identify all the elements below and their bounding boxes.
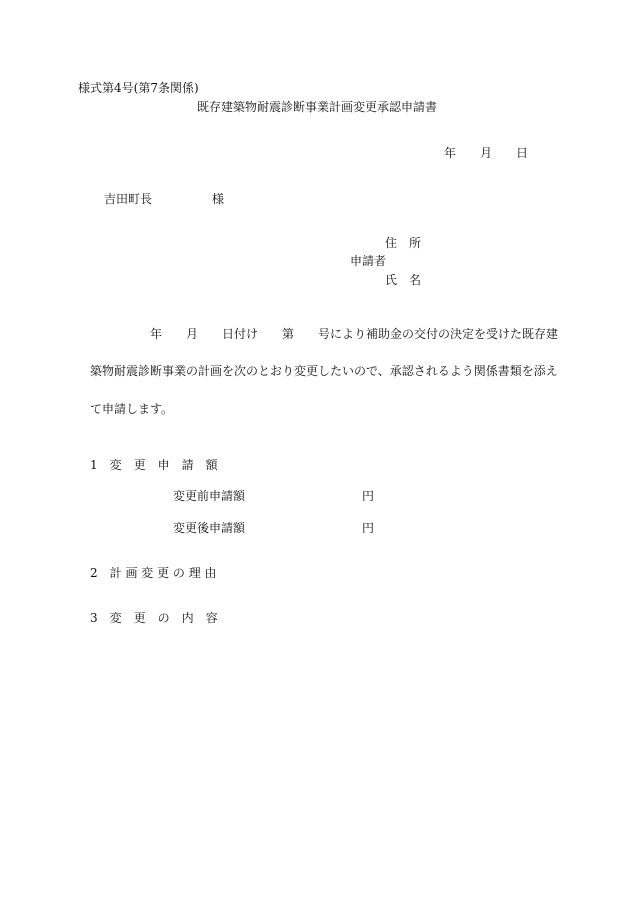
name-label: 氏 名 bbox=[385, 273, 422, 287]
applicant-label: 申請者 bbox=[350, 254, 387, 268]
form-number: 様式第4号(第7条関係) bbox=[78, 81, 199, 95]
before-amount-unit: 円 bbox=[362, 489, 375, 503]
form-title: 既存建築物耐震診断事業計画変更承認申請書 bbox=[197, 100, 438, 114]
after-amount-label: 変更後申請額 bbox=[173, 521, 246, 535]
address-label: 住 所 bbox=[385, 236, 422, 250]
item-2-heading: 2 計 画 変 更 の 理 由 bbox=[90, 566, 217, 580]
body-line-3: て申請します。 bbox=[90, 402, 174, 416]
addressee: 吉田町長 様 bbox=[104, 192, 225, 206]
body-line-1: 年 月 日付け 第 号により補助金の交付の決定を受けた既存建 bbox=[150, 327, 559, 341]
body-line-2: 築物耐震診断事業の計画を次のとおり変更したいので、承認されるよう関係書類を添え bbox=[90, 364, 558, 378]
item-3-heading: 3 変 更 の 内 容 bbox=[90, 611, 218, 625]
item-1-heading: 1 変 更 申 請 額 bbox=[90, 458, 218, 472]
before-amount-label: 変更前申請額 bbox=[173, 489, 246, 503]
date-line: 年 月 日 bbox=[444, 146, 529, 160]
after-amount-unit: 円 bbox=[362, 521, 375, 535]
